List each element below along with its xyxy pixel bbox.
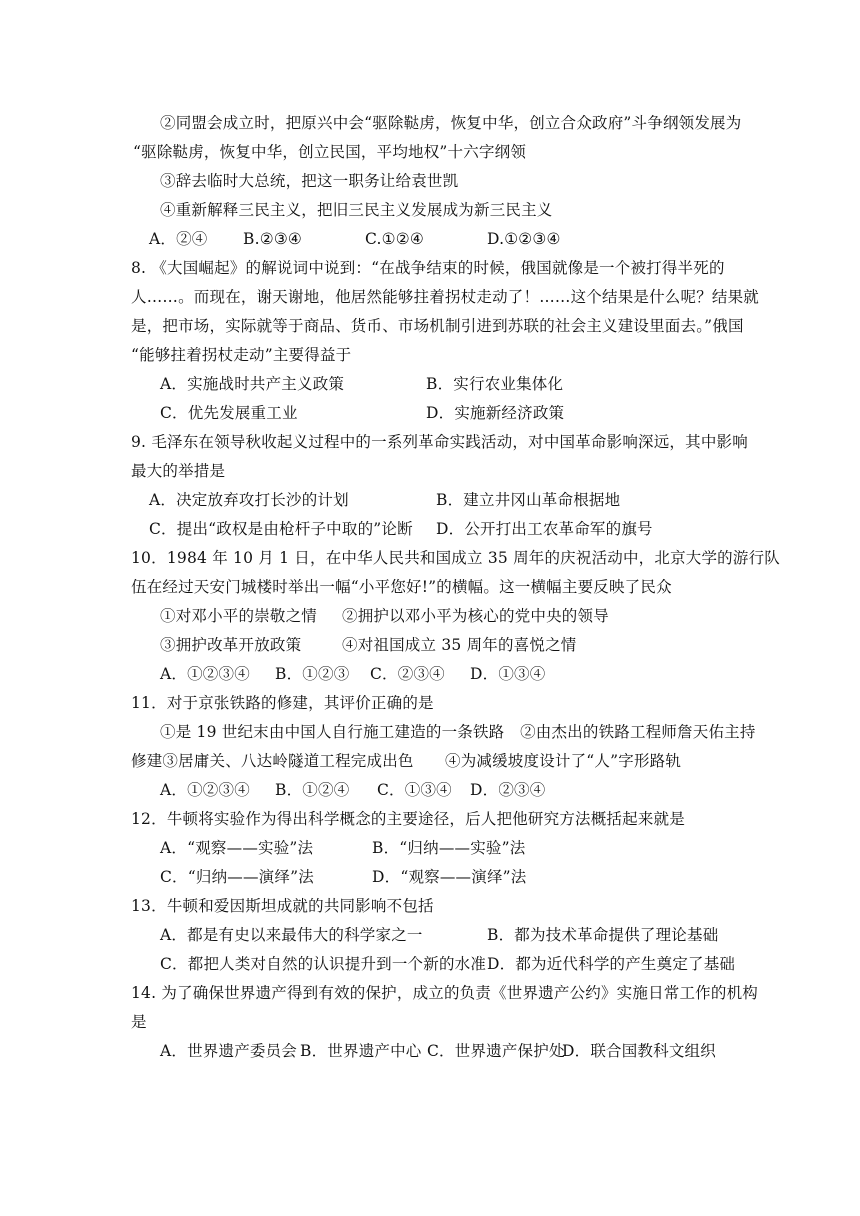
q12-option-d: D．“观察——演绎”法 [372, 868, 527, 886]
q7-option-d: D.①②③④ [487, 230, 561, 248]
q9-stem-line-1: 9. 毛泽东在领导秋收起义过程中的一系列革命实践活动，对中国革命影响深远，其中影响 [131, 433, 748, 451]
q7-item-4: ④重新解释三民主义，把旧三民主义发展成为新三民主义 [160, 201, 553, 219]
q8-stem-line-4: “能够拄着拐杖走动”主要得益于 [131, 346, 352, 364]
q14-stem-line-1: 14. 为了确保世界遗产得到有效的保护，成立的负责《世界遗产公约》实施日常工作的机构 [131, 984, 758, 1002]
q13-option-c: C．都把人类对自然的认识提升到一个新的水准 [160, 955, 487, 973]
q8-stem-line-1: 8. 《大国崛起》的解说词中说到：“在战争结束的时候，俄国就像是一个被打得半死的 [131, 259, 725, 277]
q13-option-d: D．都为近代科学的产生奠定了基础 [487, 955, 736, 973]
q7-option-b: B.②③④ [243, 230, 303, 248]
q11-option-a: A．①②③④ [160, 781, 250, 799]
q10-item-4: ④对祖国成立 35 周年的喜悦之情 [342, 636, 577, 654]
q9-option-d: D．公开打出工农革命军的旗号 [436, 520, 653, 538]
q13-option-a: A．都是有史以来最伟大的科学家之一 [160, 926, 423, 944]
q12-option-c: C．“归纳——演绎”法 [160, 868, 314, 886]
q13-option-b: B．都为技术革命提供了理论基础 [487, 926, 719, 944]
q11-stem-line-2: ①是 19 世纪末由中国人自行施工建造的一条铁路 ②由杰出的铁路工程师詹天佑主持 [160, 723, 756, 741]
q14-option-d: D．联合国教科文组织 [562, 1042, 716, 1060]
q7-option-c: C.①②④ [365, 230, 424, 248]
q10-item-2: ②拥护以邓小平为核心的党中央的领导 [342, 607, 609, 625]
q14-option-b: B．世界遗产中心 [300, 1042, 422, 1060]
q14-stem-line-2: 是 [131, 1013, 147, 1031]
q11-option-c: C．①③④ [377, 781, 452, 799]
q11-option-b: B．①②④ [275, 781, 350, 799]
q11-stem-line-1: 11．对于京张铁路的修建，其评价正确的是 [131, 694, 434, 712]
q10-item-3: ③拥护改革开放政策 [160, 636, 302, 654]
q9-stem-line-2: 最大的举措是 [131, 462, 226, 480]
q8-stem-line-3: 是，把市场，实际就等于商品、货币、市场机制引进到苏联的社会主义建设里面去。”俄国 [131, 317, 744, 335]
q9-option-a: A．决定放弃攻打长沙的计划 [149, 491, 349, 509]
q8-option-c: C．优先发展重工业 [160, 404, 298, 422]
q14-option-c: C．世界遗产保护处 [427, 1042, 565, 1060]
q7-item-2-line-1: ②同盟会成立时，把原兴中会“驱除鞑虏，恢复中华，创立合众政府”斗争纲领发展为 [160, 114, 742, 132]
q8-option-a: A．实施战时共产主义政策 [160, 375, 345, 393]
q10-option-b: B．①②③ [275, 665, 350, 683]
q9-option-c: C．提出“政权是由枪杆子中取的”论断 [149, 520, 413, 538]
q8-option-d: D．实施新经济政策 [426, 404, 565, 422]
q8-option-b: B．实行农业集体化 [426, 375, 564, 393]
q7-item-3: ③辞去临时大总统，把这一职务让给袁世凯 [160, 172, 459, 190]
q7-item-2-line-2: “驱除鞑虏，恢复中华，创立民国，平均地权”十六字纲领 [133, 143, 527, 161]
q9-option-b: B．建立井冈山革命根据地 [436, 491, 621, 509]
q10-stem-line-1: 10．1984 年 10 月 1 日，在中华人民共和国成立 35 周年的庆祝活动中，北京大学的游行队 [131, 549, 780, 567]
q12-option-a: A．“观察——实验”法 [160, 839, 314, 857]
q10-option-a: A．①②③④ [160, 665, 250, 683]
q10-stem-line-2: 伍在经过天安门城楼时举出一幅“小平您好!”的横幅。这一横幅主要反映了民众 [131, 578, 672, 596]
q11-stem-line-3: 修建③居庸关、八达岭隧道工程完成出色 ④为减缓坡度设计了“人”字形路轨 [131, 752, 682, 770]
q12-stem-line-1: 12．牛顿将实验作为得出科学概念的主要途径，后人把他研究方法概括起来就是 [131, 810, 685, 828]
q13-stem-line-1: 13．牛顿和爱因斯坦成就的共同影响不包括 [131, 897, 434, 915]
q12-option-b: B．“归纳——实验”法 [372, 839, 526, 857]
q10-option-c: C．②③④ [370, 665, 445, 683]
q8-stem-line-2: 人……。而现在，谢天谢地，他居然能够拄着拐杖走动了！……这个结果是什么呢？结果就 [131, 288, 760, 306]
q7-option-a: A．②④ [149, 230, 208, 248]
q10-option-d: D．①③④ [470, 665, 546, 683]
q14-option-a: A．世界遗产委员会 [160, 1042, 297, 1060]
q11-option-d: D．②③④ [470, 781, 546, 799]
q10-item-1: ①对邓小平的崇敬之情 [160, 607, 318, 625]
